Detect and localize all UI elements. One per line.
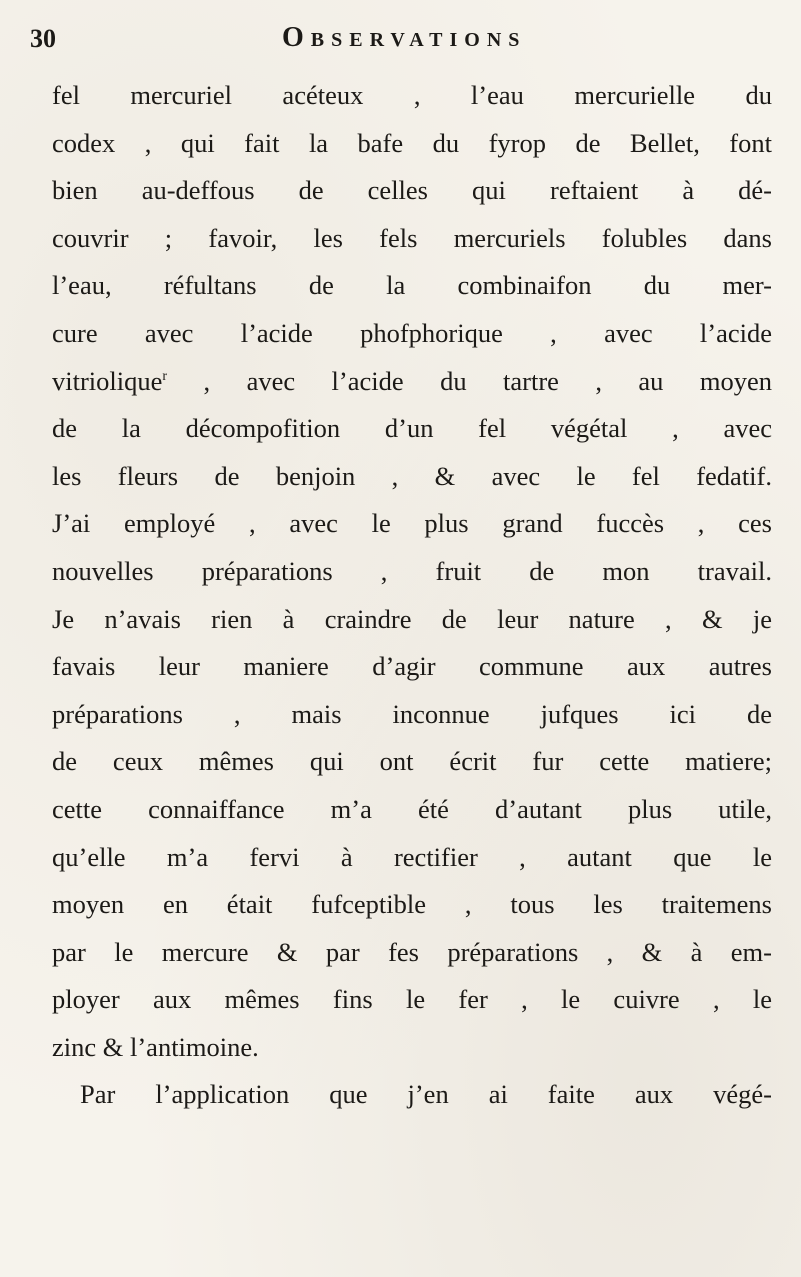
- text-line: zinc & l’antimoine.: [52, 1031, 259, 1062]
- text-line: moyen en était fufceptible , tous les traitemens: [52, 889, 772, 920]
- text-line: J’ai employé , avec le plus grand fuccès , ces: [52, 508, 772, 539]
- text-line: nouvelles préparations , fruit de mon travail.: [52, 555, 772, 586]
- text-line: cette connaiffance m’a été d’autant plus utile,: [52, 793, 772, 824]
- text-line: Je n’avais rien à craindre de leur nature , & je: [52, 603, 772, 634]
- body-text: [52, 72, 772, 1119]
- running-title: Observations: [282, 22, 527, 53]
- text-line: favais leur maniere d’agir commune aux autres: [52, 651, 772, 682]
- text-line: de ceux mêmes qui ont écrit fur cette matiere;: [52, 746, 772, 777]
- text-line: les fleurs de benjoin , & avec le fel fedatif.: [52, 460, 772, 491]
- text-line: ployer aux mêmes fins le fer , le cuivre , le: [52, 984, 772, 1015]
- text-line: par le mercure & par fes préparations , & à em-: [52, 936, 772, 967]
- text-line: fel mercuriel acéteux , l’eau mercurielle du: [52, 80, 772, 110]
- text-span: vitriolique: [52, 365, 163, 396]
- text-line: préparations , mais inconnue jufques ici de: [52, 698, 772, 729]
- text-line: qu’elle m’a fervi à rectifier , autant que le: [52, 841, 772, 872]
- superscript-mark: r: [162, 368, 168, 384]
- text-line: [52, 358, 772, 406]
- text-line: couvrir ; favoir, les fels mercuriels folubles dans: [52, 222, 772, 253]
- text-span: , avec l’acide du tartre , au moyen: [167, 365, 772, 396]
- text-line: l’eau, réfultans de la combinaifon du mer-: [52, 270, 772, 301]
- page-number: 30: [30, 24, 56, 53]
- text-line: cure avec l’acide phofphorique , avec l’acide: [52, 317, 772, 348]
- text-line: codex , qui fait la bafe du fyrop de Bellet, font: [52, 127, 772, 158]
- text-line: bien au-deffous de celles qui reftaient à dé-: [52, 175, 772, 206]
- page-header: [30, 20, 770, 66]
- text-line: de la décompofition d’un fel végétal , avec: [52, 413, 772, 444]
- text-line: Par l’application que j’en ai faite aux végé-: [80, 1079, 772, 1110]
